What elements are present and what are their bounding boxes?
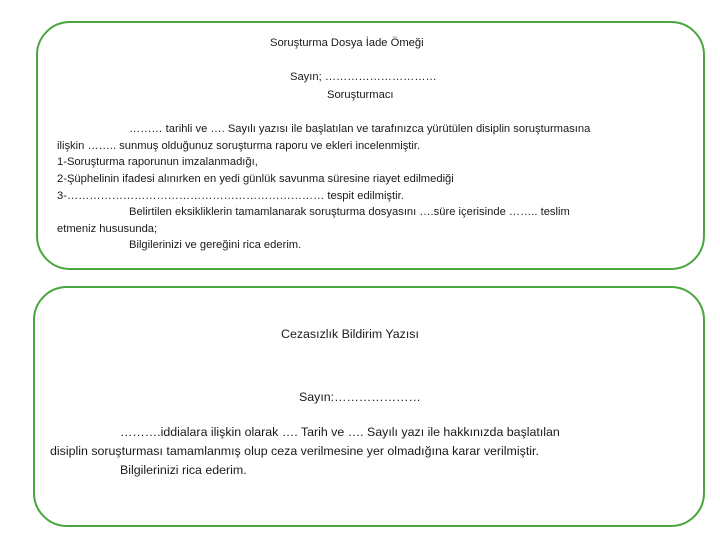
panel1-closing: Bilgilerinizi ve gereğini rica ederim. [129, 239, 302, 251]
panel1-title: Soruşturma Dosya İade Ömeği [270, 37, 424, 49]
panel2-title: Cezasızlık Bildirim Yazısı [281, 327, 419, 341]
panel1-body-line: etmeniz hususunda; [57, 223, 158, 235]
panel1-body-line: Belirtilen eksikliklerin tamamlanarak soruşturma dosyasını ….süre içerisinde …….. teslim [129, 206, 570, 218]
panel1-body-line: ilişkin …….. sunmuş olduğunuz soruşturma raporu ve ekleri incelenmiştir. [57, 140, 421, 152]
panel1-salutation: Sayın; ………………………… [290, 71, 437, 83]
panel2-body-line: ……….iddialara ilişkin olarak …. Tarih ve …. Sayılı yazı ile hakkınızda başlatılan [120, 425, 560, 439]
panel1-recipient: Soruşturmacı [327, 89, 394, 101]
panel2-salutation: Sayın:………………… [299, 390, 421, 404]
panel2-body-line: disiplin soruşturması tamamlanmış olup ceza verilmesine yer olmadığına karar verilmiştir. [50, 444, 539, 458]
letter-panel-no-penalty [33, 286, 705, 527]
panel1-body-line: ……… tarihli ve …. Sayılı yazısı ile başlatılan ve tarafınızca yürütülen disiplin soruşturmasına [129, 123, 591, 135]
panel1-body-line: 2-Şüphelinin ifadesi alınırken en yedi günlük savunma süresine riayet edilmediği [57, 173, 454, 185]
panel1-body-line: 1-Soruşturma raporunun imzalanmadığı, [57, 156, 258, 168]
panel2-closing: Bilgilerinizi rica ederim. [120, 463, 247, 477]
panel1-body-line: 3-…………………………………………………………… tespit edilmiştir. [57, 190, 404, 202]
